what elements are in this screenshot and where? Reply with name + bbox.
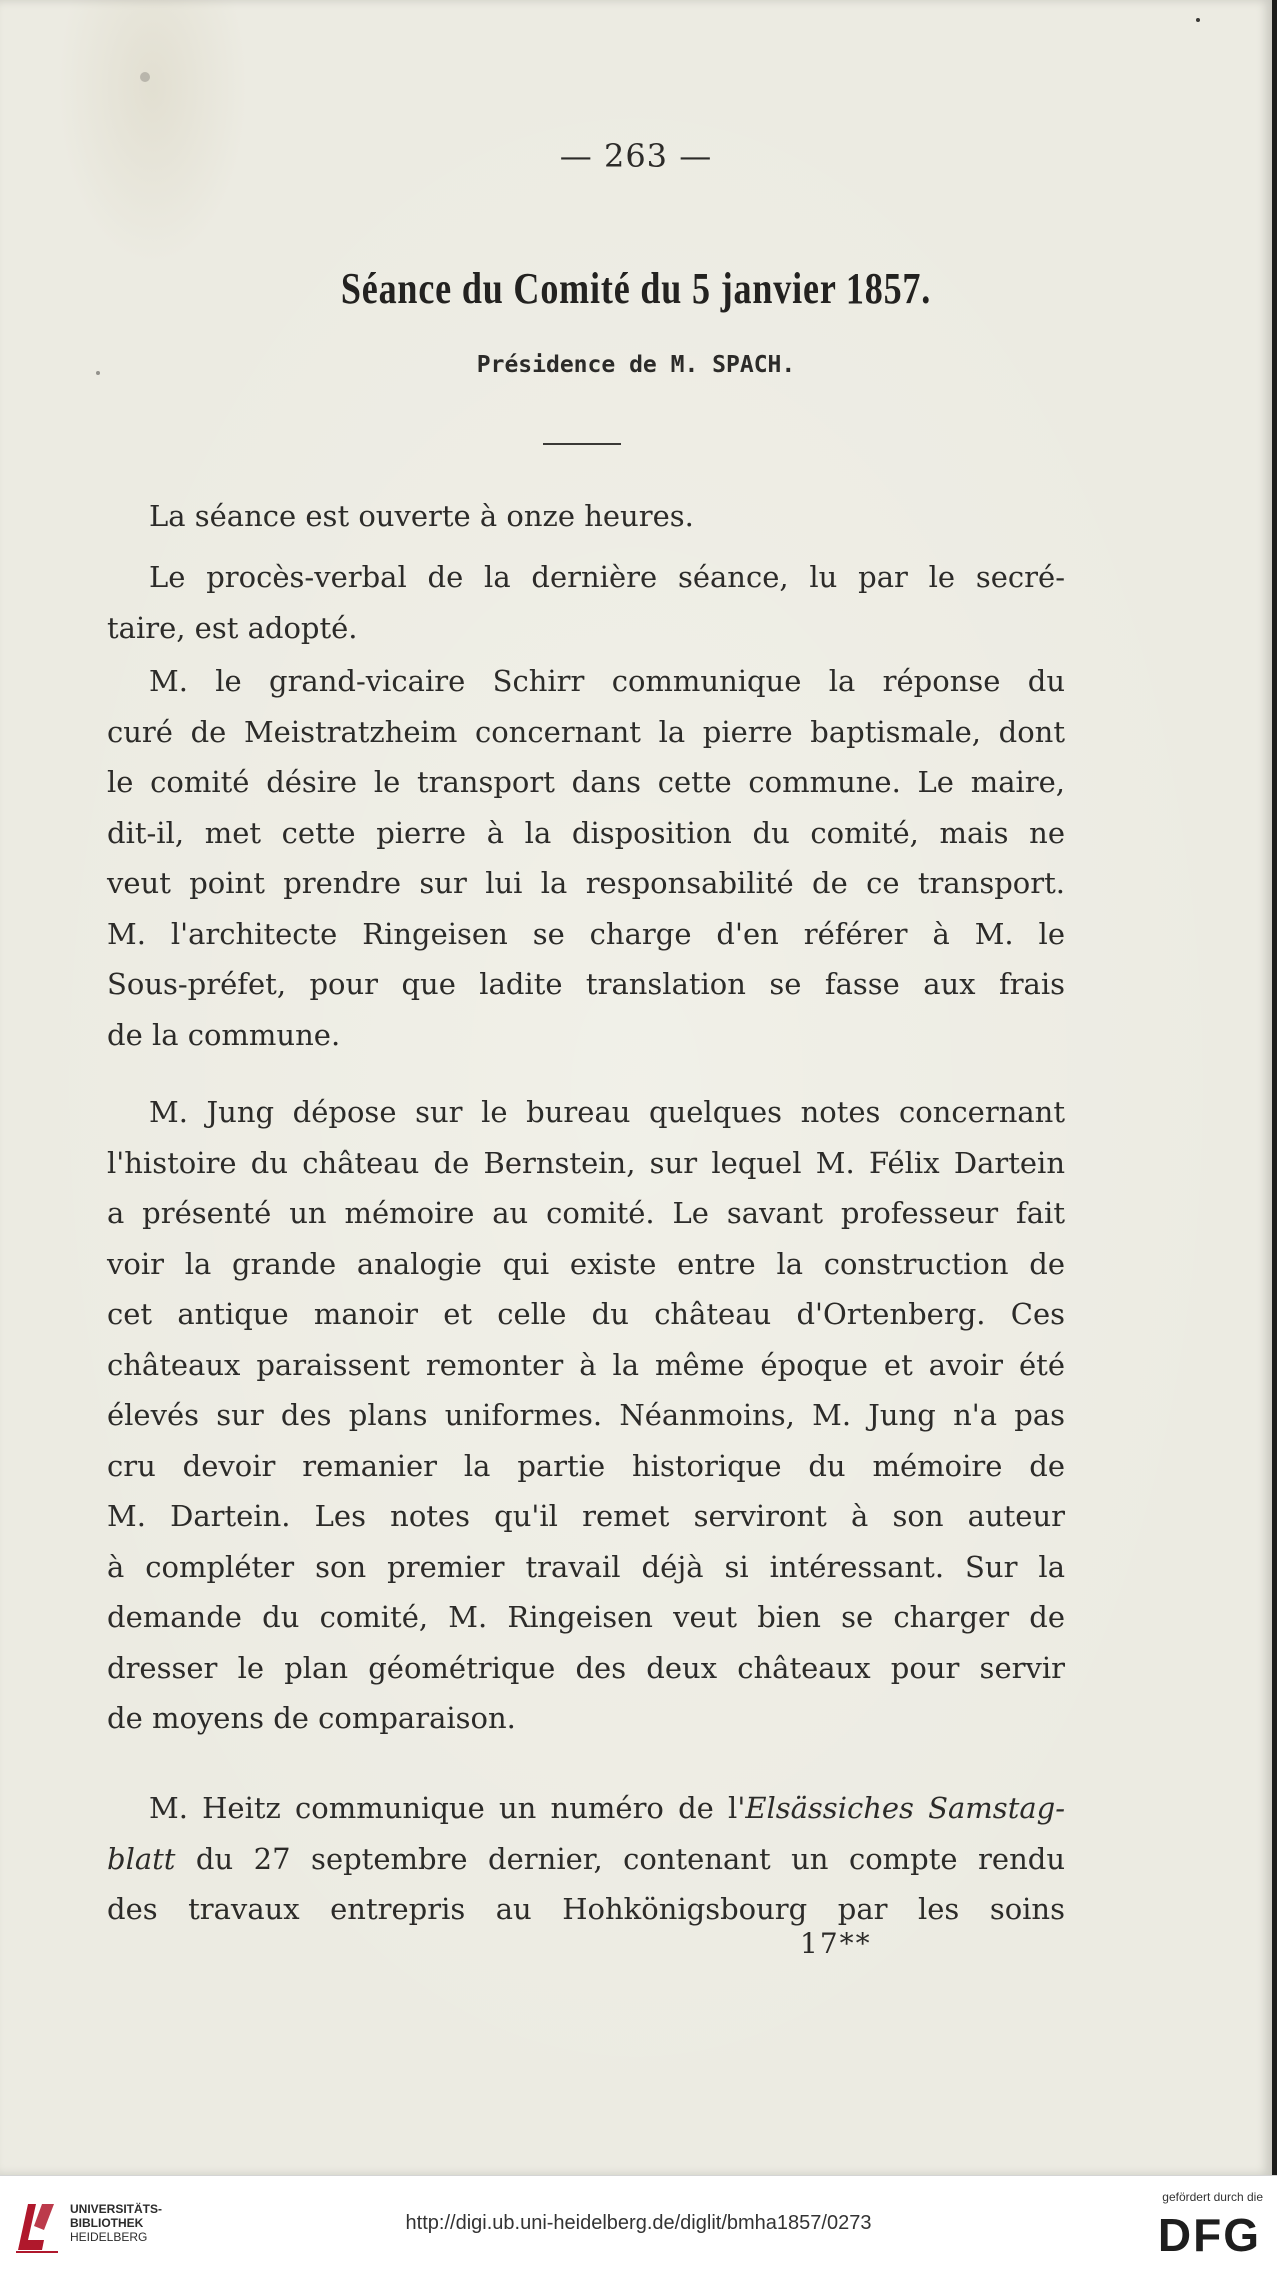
text-line: voir la grande analogie qui existe entre la construction de	[107, 1246, 1065, 1281]
text-line: l'histoire du château de Bernstein, sur lequel M. Félix Dartein	[107, 1145, 1065, 1180]
paragraph-opening	[107, 491, 1065, 542]
paper-stain	[140, 72, 150, 82]
dfg-logo: DFG	[1157, 2209, 1261, 2261]
paragraph-bernstein	[107, 1087, 1065, 1744]
text-line: M. Dartein. Les notes qu'il remet serviront à son auteur	[107, 1499, 1065, 1533]
text-line: curé de Meistratzheim concernant la pierre baptismale, dont	[107, 714, 1065, 749]
text-line: des travaux entrepris au Hohkönigsbourg par les soins	[107, 1892, 1065, 1926]
text-line: cet antique manoir et celle du château d'Ortenberg. Ces	[107, 1297, 1065, 1331]
institution-line: HEIDELBERG	[70, 2230, 148, 2244]
text-run: du 27 septembre dernier, contenant un compte rendu	[175, 1841, 1065, 1876]
text-line: Le procès-verbal de la dernière séance, lu par le secré-	[149, 560, 1065, 594]
text-line: élevés sur des plans uniformes. Néanmoins, M. Jung n'a pas	[107, 1398, 1065, 1432]
scan-edge	[1272, 0, 1277, 2175]
page-number: — 263 —	[559, 137, 713, 175]
text-line: de moyens de comparaison.	[107, 1701, 516, 1735]
text-line	[107, 1783, 1065, 1834]
source-url-link[interactable]: http://digi.ub.uni-heidelberg.de/diglit/bmha1857/0273	[405, 2212, 872, 2234]
institution-line: UNIVERSITÄTS-	[70, 2202, 163, 2216]
text-line: à compléter son premier travail déjà si intéressant. Sur la	[107, 1549, 1065, 1584]
text-line: veut point prendre sur lui la responsabilité de ce transport.	[107, 866, 1065, 900]
text-line: a présenté un mémoire au comité. Le savant professeur fait	[107, 1196, 1065, 1230]
session-title: Séance du Comité du 5 janvier 1857.	[340, 264, 932, 313]
text-line: cru devoir remanier la partie historique du mémoire de	[107, 1448, 1065, 1483]
text-line: La séance est ouverte à onze heures.	[149, 499, 694, 533]
text-run: M. Heitz communique un numéro de l'	[149, 1791, 746, 1825]
presidency-line: Présidence de M. SPACH.	[476, 352, 796, 378]
text-line: de la commune.	[107, 1017, 341, 1052]
paragraph-minutes	[107, 552, 1065, 653]
footer-bar	[0, 2175, 1277, 2269]
text-line: dresser le plan géométrique des deux châteaux pour servir	[107, 1650, 1065, 1685]
funding-note: gefördert durch die	[1162, 2190, 1263, 2204]
signature-mark: 17**	[800, 1927, 872, 1960]
text-line	[107, 1834, 1065, 1885]
text-line: taire, est adopté.	[107, 610, 358, 645]
institution-line: BIBLIOTHEK	[70, 2216, 144, 2230]
paragraph-heitz	[107, 1783, 1065, 1935]
publication-title: blatt	[107, 1841, 176, 1876]
text-line: le comité désire le transport dans cette commune. Le maire,	[107, 765, 1065, 799]
text-line: M. l'architecte Ringeisen se charge d'en référer à M. le	[107, 916, 1065, 951]
paper-speck	[1196, 18, 1200, 22]
text-line: M. Jung dépose sur le bureau quelques notes concernant	[149, 1095, 1065, 1129]
section-divider	[543, 443, 621, 445]
text-line: châteaux paraissent remonter à la même époque et avoir été	[107, 1347, 1065, 1382]
text-line: demande du comité, M. Ringeisen veut bien se charger de	[107, 1600, 1065, 1634]
paragraph-baptismal-font	[107, 656, 1065, 1060]
text-line: dit-il, met cette pierre à la disposition du comité, mais ne	[107, 815, 1065, 850]
text-line: M. le grand-vicaire Schirr communique la réponse du	[149, 664, 1065, 698]
text-line: Sous-préfet, pour que ladite translation se fasse aux frais	[107, 967, 1065, 1001]
publication-title: Elsässiches Samstag-	[745, 1791, 1065, 1825]
